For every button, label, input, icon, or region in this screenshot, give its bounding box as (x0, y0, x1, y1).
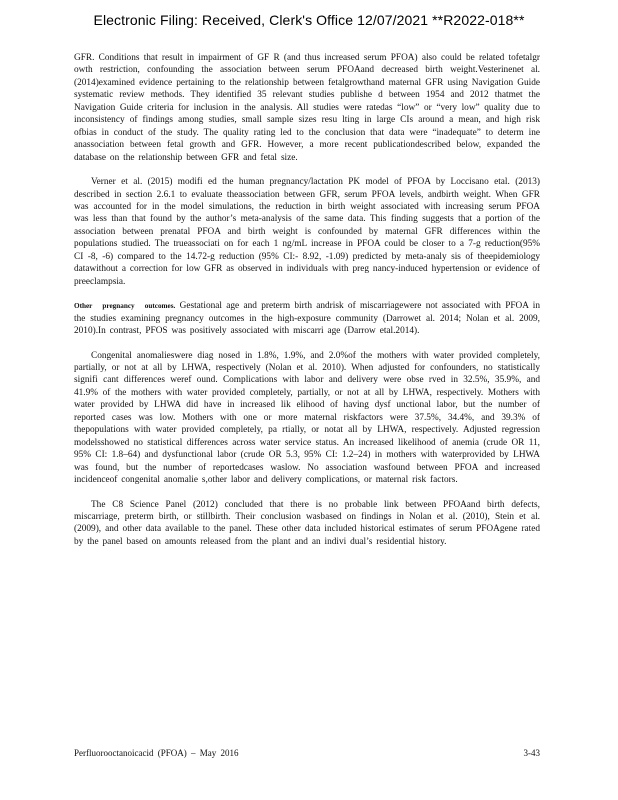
subsection-heading: Other pregnancy outcomes. (74, 302, 176, 311)
paragraph-congenital-anomalies: Congenital anomalieswere diag nosed in 1.8%, 1.9%, and 2.0%of the mothers with water provided completely, partially, or not at all by LHWA, respectively (Nolan et al. 2010). When adjusted for confounders, no statistically signifi cant differences weref ound. Complications with labor and delivery were obse rved in 32.5%, 35.9%, and 41.9% of the mothers with water provided completely, partially, or not at all by LHWA, respectively. Mothers with water provided by LHWA did have in increased lik elihood of having dysf unctional labor, but the number of reported cases was low. Mothers with one or more maternal riskfactors were 37.5%, 34.4%, and 39.3% of thepopulations with water provided completely, pa rtially, or notat all by LHWA, respectively. Adjusted regression modelsshowed no statistical differences across water service status. An increased likelihood of anemia (crude OR 11, 95% CI: 1.8–64) and dysfunctional labor (crude OR 5.3, 95% CI: 1.2–24) in mothers with waterprovided by LHWA was found, but the number of reportedcases waslow. No association wasfound between PFOA and increased incidenceof congenital anomalie s,other labor and delivery complications, or maternal risk factors. (74, 350, 540, 486)
paragraph-c8-science-panel: The C8 Science Panel (2012) concluded that there is no probable link between PFOAand birth defects, miscarriage, preterm birth, or stillbirth. Their conclusion wasbased on findings in Nolan et al. (2010), Stein et al. (2009), and other data available to the panel. These other data included historical estimates of serum PFOAgene rated by the panel based on amounts released from the plant and an indivi dual’s residential history. (74, 499, 540, 547)
filing-stamp-header: Electronic Filing: Received, Clerk's Office 12/07/2021 **R2022-018** (93, 12, 525, 28)
paragraph-other-pregnancy-outcomes (74, 300, 540, 337)
footer-document-title: Perfluorooctanoicacid (PFOA) – May 2016 (74, 748, 239, 758)
paragraph-gfr-confounding: GFR. Conditions that result in impairment of GF R (and thus increased serum PFOA) also could be related tofetalgr owth restriction, confounding the association between serum PFOAand decreased birth weight.Vesterinenet al. (2014)examined evidence pertaining to the relationship between fetalgrowthand maternal GFR using Navigation Guide systematic review methods. They identified 35 relevant studies publishe d between 1954 and 2012 thatmet the Navigation Guide criteria for inclusion in the analysis. All studies were ratedas “low” or “very low” quality due to inconsistency of findings among studies, small sample sizes resu lting in large CIs around a mean, and high risk ofbias in conduct of the study. The quality rating led to the conclusion that data were “inadequate” to determ ine anassociation between fetal growth and GFR. However, a more recent publicationdescribed below, expanded the database on the relationship between GFR and fetal size. (74, 53, 540, 163)
footer-page-number: 3-43 (523, 748, 540, 758)
paragraph-other-pregnancy-text: Gestational age and preterm birth andrisk of miscarriagewere not associated with PFOA in the studies examining pregnancy outcomes in the high-exposure community (Darrowet al. 2014; Nolan et al. 2009, 2010).In contrast, PFOS was positively associated with miscarri age (Darrow etal.2014). (74, 301, 540, 337)
body-text (74, 52, 540, 560)
paragraph-verner-model: Verner et al. (2015) modifi ed the human pregnancy/lactation PK model of PFOA by Loccisano etal. (2013) described in section 2.6.1 to evaluate theassociation between GFR, serum PFOA levels, andbirth weight. When GFR was accounted for in the model simulations, the reduction in birth weight associated with increasing serum PFOA was less than that found by the author’s meta-analysis of the same data. This finding suggests that a portion of the association between prenatal PFOA and birth weight is confounded by maternal GFR differences within the populations studied. The trueassociati on for each 1 ng/mL increase in PFOA could be closer to a 7-g reduction(95% CI -8, -6) compared to the 14.72-g reduction (95% CI:- 8.92, -1.09) predicted by meta-analy sis of theepidemiology datawithout a correction for low GFR as observed in individuals with preg nancy-induced hypertension or evidence of preeclampsia. (74, 177, 540, 287)
